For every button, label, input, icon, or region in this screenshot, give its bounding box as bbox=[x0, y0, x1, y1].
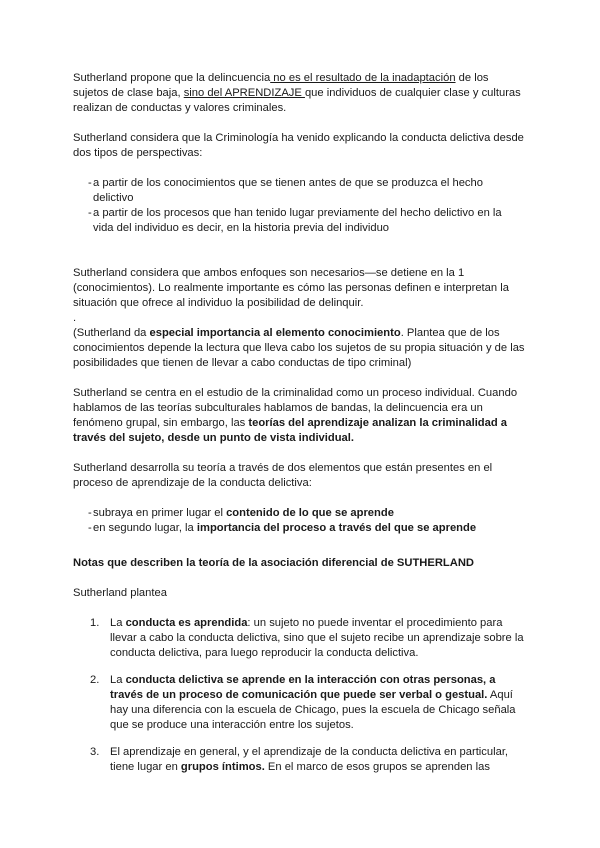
list-item bbox=[73, 616, 525, 661]
text: En el marco de esos grupos se aprenden las bbox=[264, 761, 490, 773]
list-item bbox=[73, 521, 525, 536]
text: (Sutherland da bbox=[73, 327, 150, 339]
elements-list bbox=[73, 506, 525, 536]
paragraph-plantea: Sutherland plantea bbox=[73, 587, 167, 599]
text: de los sujetos de clase baja, bbox=[73, 72, 489, 99]
bold-text: conducta delictiva se aprende en la interacción con otras personas, a través de un proceso de comunicación que puede ser verbal o gestual. bbox=[110, 674, 496, 701]
bold-text: conducta es aprendida bbox=[125, 617, 248, 629]
paragraph-individual bbox=[73, 386, 525, 446]
list-item bbox=[73, 506, 525, 521]
bold-text: especial importancia al elemento conocimiento bbox=[149, 327, 401, 339]
list-item-text: - a partir de los conocimientos que se tienen antes de que se produzca el hecho delictivo bbox=[93, 177, 483, 204]
perspectives-list bbox=[73, 176, 525, 236]
list-item bbox=[73, 673, 525, 733]
list-item bbox=[73, 206, 525, 236]
text: subraya en primer lugar el bbox=[93, 507, 227, 519]
list-item bbox=[73, 176, 525, 206]
bold-text: contenido de lo que se aprende bbox=[226, 507, 394, 519]
text: en segundo lugar, la bbox=[93, 522, 197, 534]
paragraph-elements: Sutherland desarrolla su teoría a través de dos elementos que están presentes en el proceso de aprendizaje de la conducta delictiva: bbox=[73, 462, 493, 489]
section-heading: Notas que describen la teoría de la asociación diferencial de SUTHERLAND bbox=[73, 557, 474, 569]
paragraph-knowledge bbox=[73, 326, 525, 371]
paragraph-dot: . bbox=[73, 312, 77, 324]
text: La bbox=[110, 617, 126, 629]
text: El aprendizaje en general, y el aprendizaje de la conducta delictiva en particular, tiene lugar en bbox=[110, 746, 509, 773]
text: La bbox=[110, 674, 126, 686]
text: : un sujeto no puede inventar el procedimiento para llevar a cabo la conducta delictiva, sino que el sujeto recibe un aprendizaje sobre la conducta delictiva, para luego reproducir la conducta delictiva. bbox=[110, 617, 524, 659]
bold-text: importancia del proceso a través del que se aprende bbox=[196, 522, 477, 534]
text: . Plantea que de los conocimientos depende la lectura que lleva cabo los sujetos de su propia situación y de las posibilidades que tienen de llevar a cabo conductas de tipo criminal) bbox=[73, 327, 525, 369]
underlined-text: sino del APRENDIZAJE bbox=[183, 87, 305, 99]
list-number: 3. bbox=[90, 746, 100, 758]
paragraph-approaches: Sutherland considera que ambos enfoques son necesarios—se detiene en la 1 (conocimientos). Lo realmente importante es cómo las personas definen e interpretan la situación que ofrece al individuo la posibilidad de delinquir. bbox=[73, 267, 509, 309]
list-number: 2. bbox=[90, 674, 100, 686]
list-item bbox=[73, 745, 525, 775]
text: Aquí hay una diferencia con la escuela de Chicago, pues la escuela de Chicago señala que se produce una interacción entre los sujetos. bbox=[110, 689, 516, 731]
underlined-text: no es el resultado de la inadaptación bbox=[270, 72, 456, 84]
list-item-text: - a partir de los procesos que han tenido lugar previamente del hecho delictivo en la vida del individuo es decir, en la historia previa del individuo bbox=[93, 207, 502, 234]
text: Sutherland propone que la delincuencia bbox=[73, 72, 271, 84]
paragraph-perspectives: Sutherland considera que la Criminología ha venido explicando la conducta delictiva desde dos tipos de perspectivas: bbox=[73, 132, 524, 159]
bold-text: grupos íntimos. bbox=[180, 761, 265, 773]
notes-list bbox=[73, 616, 525, 775]
text: Sutherland se centra en el estudio de la criminalidad como un proceso individual. Cuando hablamos de las teorías subculturales hablamos de bandas, la delincuencia era un fenómeno grupal, sin embargo, las bbox=[73, 387, 518, 429]
list-number: 1. bbox=[90, 617, 100, 629]
text: que individuos de cualquier clase y culturas realizan de conductas y valores criminales. bbox=[73, 87, 521, 114]
document-page bbox=[73, 71, 525, 775]
bold-text: teorías del aprendizaje analizan la criminalidad a través del sujeto, desde un punto de vista individual. bbox=[73, 417, 508, 444]
paragraph-intro bbox=[73, 71, 525, 116]
